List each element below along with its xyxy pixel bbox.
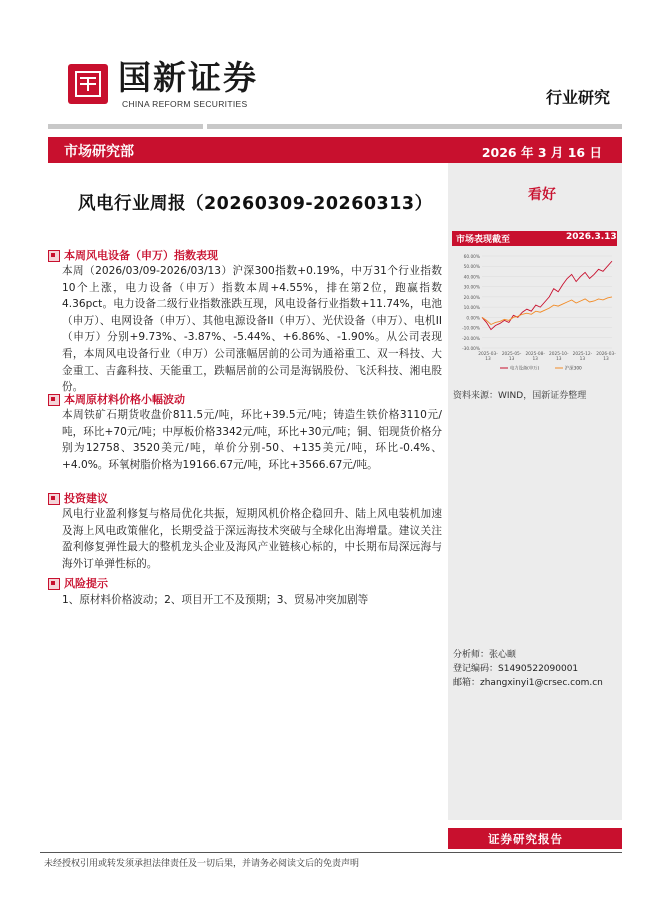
chart-legend-label: 电力设备(申万) <box>510 366 540 372</box>
chart-series-line <box>482 297 612 325</box>
chart-series-line <box>482 261 612 329</box>
analyst-email: 邮箱：zhangxinyi1@crsec.com.cn <box>453 678 603 688</box>
chart-source: 资料来源：WIND，国新证券整理 <box>453 391 587 401</box>
section-heading: 风险提示 <box>64 577 108 590</box>
section-bullet-icon <box>48 578 60 590</box>
chart-y-tick-label: 40.00% <box>463 275 480 281</box>
analyst-registration: 登记编码：S1490522090001 <box>453 664 579 674</box>
report-title: 风电行业周报（20260309-20260313） <box>78 194 433 214</box>
logo-text-en: CHINA REFORM SECURITIES <box>122 99 248 109</box>
section-body: 1、原材料价格波动；2、项目开工不及预期；3、贸易冲突加剧等 <box>62 594 369 606</box>
chart-y-tick-label: 0.00% <box>466 316 480 322</box>
report-date: 2026 年 3 月 16 日 <box>481 145 602 160</box>
chart-x-tick-label: 2025-10- <box>549 352 569 357</box>
chart-x-tick-label: 2025-05- <box>501 352 522 357</box>
analyst-name: 分析师：张心颐 <box>453 650 517 660</box>
chart-y-tick-label: -10.00% <box>462 326 480 332</box>
chart-y-tick-label: -30.00% <box>462 347 480 352</box>
section-heading: 本周原材料价格小幅波动 <box>64 393 185 406</box>
chart-x-tick-label: 2025-03- <box>478 352 498 357</box>
chart-x-tick-label: 2026-03- <box>596 352 616 357</box>
footer-label: 证券研究报告 <box>488 832 563 846</box>
header-divider <box>48 124 203 129</box>
chart-x-tick-label: 13 <box>556 357 562 362</box>
market-performance-chart <box>452 250 618 380</box>
logo-icon <box>68 64 108 104</box>
section-body: 本周铁矿石期货收盘价811.5元/吨，环比+39.5元/吨；铸造生铁价格3110元/吨，环比+70元/吨；中厚板价格3342元/吨，环比+30元/吨；铜、铝现货价格分别为12758、3520美元/吨，单价分别-50、+135美元/吨，环比-0.4%、+4.0%。环氧树脂价格为19166.67元/吨，环比+3566.67元/吨。 <box>62 409 442 471</box>
chart-y-tick-label: 60.00% <box>463 255 480 260</box>
header-divider <box>207 124 622 129</box>
report-type: 行业研究 <box>545 88 610 107</box>
section-bullet-icon <box>48 493 60 505</box>
disclaimer: 未经授权引用或转发须承担法律责任及一切后果，并请务必阅读文后的免责声明 <box>44 859 360 869</box>
chart-x-tick-label: 13 <box>579 357 586 362</box>
section-bullet-icon <box>48 394 60 406</box>
rating-badge: 看好 <box>528 187 556 203</box>
chart-header-date: 2026.3.13 <box>566 232 617 242</box>
chart-y-tick-label: 10.00% <box>463 306 480 312</box>
section-heading: 投资建议 <box>64 492 108 505</box>
chart-legend-label: 沪深300 <box>565 366 582 372</box>
section-bullet-icon <box>48 250 60 262</box>
section-heading: 本周风电设备（申万）指数表现 <box>64 249 218 262</box>
section-body: 本周（2026/03/09-2026/03/13）沪深300指数+0.19%，中万31个行业指数10个上涨，电力设备（申万）指数本周+4.55%，排在第2位，跑赢指数4.36pct。电力设备二级行业指数涨跌互现，风电设备行业指数+11.74%，电池（申万）、电网设备（申万）、其他电源设备II（申万）、光伏设备（申万）、电机II（申万）分别+9.73%、-3.87%、-5.44%、+6.86%、-1.90%。从公司表现看，本周风电设备行业（申万）公司涨幅居前的公司为通裕重工、双一科技、大金重工、吉鑫科技、天能重工，跌幅居前的公司是海锅股份、飞沃科技、湘电股份。 <box>62 265 442 394</box>
chart-x-tick-label: 13 <box>508 357 515 362</box>
chart-header-label: 市场表现截至 <box>456 235 511 245</box>
chart-x-tick-label: 2025-08- <box>525 352 545 357</box>
chart-y-tick-label: -20.00% <box>462 336 480 342</box>
chart-x-tick-label: 13 <box>485 357 491 362</box>
chart-y-tick-label: 50.00% <box>463 265 480 271</box>
chart-y-tick-label: 30.00% <box>463 285 480 291</box>
chart-y-tick-label: 20.00% <box>463 295 480 301</box>
department-label: 市场研究部 <box>64 144 134 160</box>
chart-x-tick-label: 13 <box>603 357 609 362</box>
logo-text-cn: 国新证券 <box>118 58 258 97</box>
footer-divider <box>40 852 622 853</box>
chart-x-tick-label: 2025-12- <box>572 352 593 357</box>
section-body: 风电行业盈利修复与格局优化共振，短期风机价格企稳回升、陆上风电装机加速及海上风电政策催化，长期受益于深远海技术突破与全球化出海增量。建议关注盈利修复弹性最大的整机龙头企业及海风产业链核心标的，中长期布局深远海与海外订单弹性标的。 <box>62 508 442 570</box>
chart-x-tick-label: 13 <box>532 357 538 362</box>
